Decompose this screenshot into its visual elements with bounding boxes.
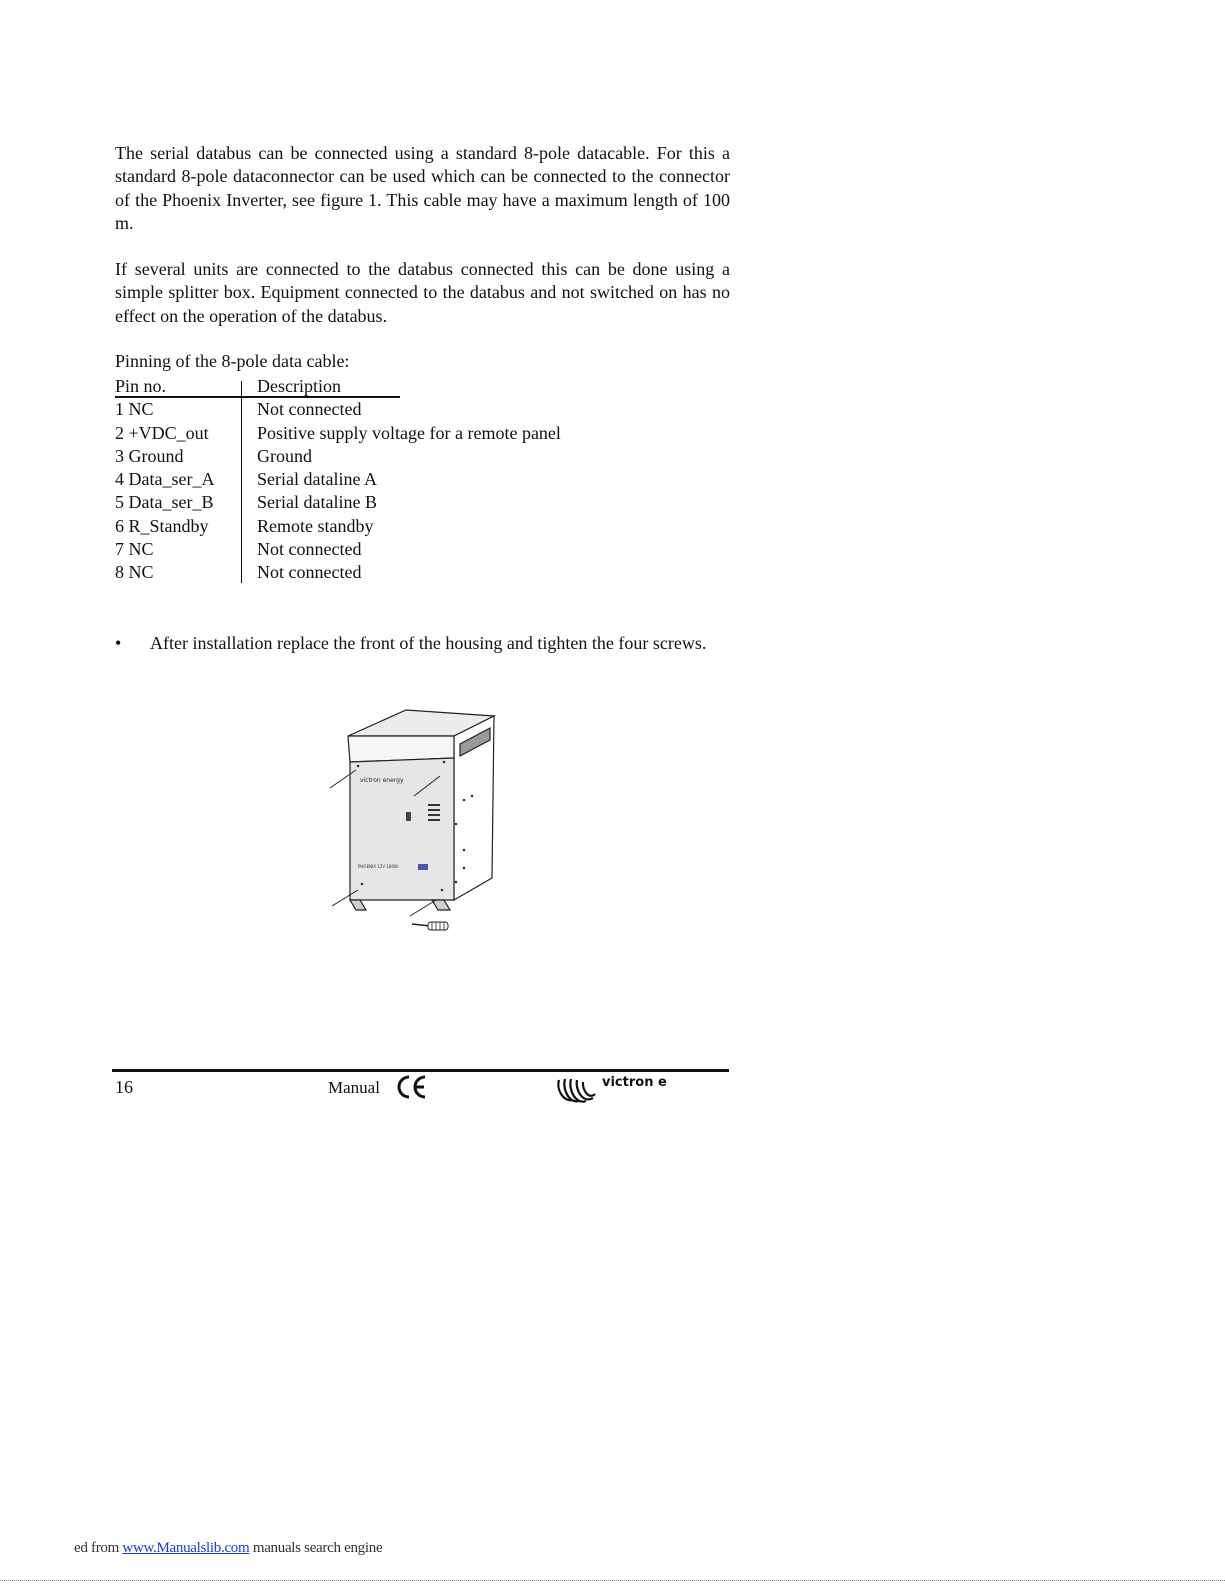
housing-left-foot [350,900,366,910]
pin-description: Serial dataline A [257,469,377,490]
ce-mark-icon [394,1073,428,1101]
watermark-suffix: manuals search engine [249,1540,383,1556]
footer-rule [112,1069,729,1072]
splitter-paragraph: If several units are connected to the databus connected this can be done using a simple splitter box. Equipment connected to the databus and not switched on has no effect on the operation of the databus. [115,259,730,326]
table-header-rule [115,396,400,398]
pinning-title: Pinning of the 8-pole data cable: [115,351,350,371]
pin-number: 5 Data_ser_B [115,492,214,513]
pin-number: 8 NC [115,562,154,583]
pin-description: Not connected [257,539,362,560]
pin-description: Not connected [257,562,362,583]
watermark [74,1540,382,1557]
footer-brand-text: victron e [602,1075,667,1090]
housing-right-foot [432,900,450,910]
page-number: 16 [115,1077,133,1097]
pin-number: 3 Ground [115,445,184,466]
figure-brand-label: victron energy [360,777,404,784]
pin-number: 6 R_Standby [115,515,209,536]
table-vertical-rule [241,381,242,583]
pin-number: 4 Data_ser_A [115,469,215,490]
pin-description: Positive supply voltage for a remote panel [257,422,561,443]
figure-model-label: PHOENIX 12V 180W [358,864,398,869]
bullet-symbol: • [115,633,122,653]
inverter-housing-figure [320,700,510,940]
bullet-text: After installation replace the front of the housing and tighten the four screws. [150,633,707,653]
manualslib-link[interactable]: www.Manualslib.com [122,1540,250,1556]
bottom-divider [0,1580,1225,1581]
victron-logo-icon [556,1074,596,1106]
header-pin-no: Pin no. [115,376,167,396]
pin-description: Serial dataline B [257,492,377,513]
watermark-prefix: ed from [74,1540,123,1556]
pin-description: Remote standby [257,515,374,536]
screwdriver-icon [412,922,448,930]
pin-description: Ground [257,445,312,466]
intro-paragraph: The serial databus can be connected using a standard 8-pole datacable. For this a standard 8-pole dataconnector can be used which can be connected to the connector of the Phoenix Inverter, see figure 1. This cable may have a maximum length of 100 m. [115,143,730,233]
pin-description: Not connected [257,399,362,420]
footer-manual-label: Manual [328,1078,380,1097]
header-description: Description [257,376,341,396]
pin-number: 2 +VDC_out [115,422,209,443]
pin-number: 7 NC [115,539,154,560]
pin-number: 1 NC [115,399,154,420]
